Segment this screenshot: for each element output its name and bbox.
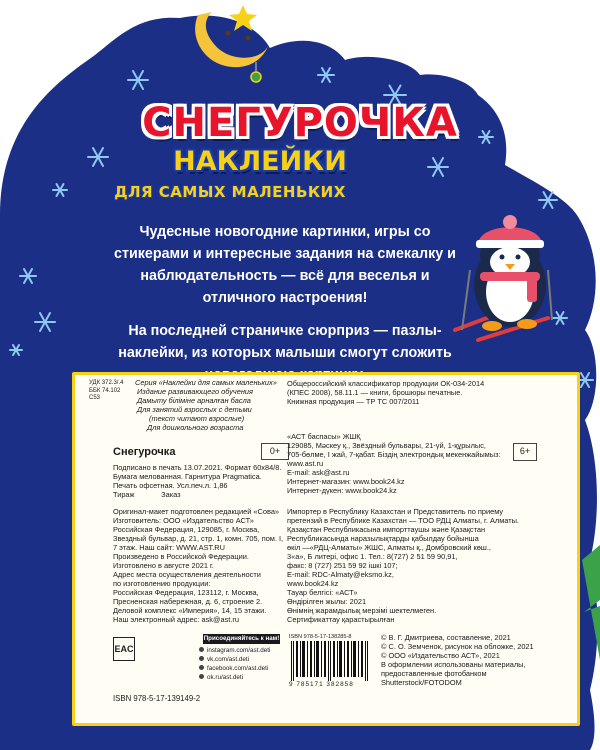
copyright-line: предоставленные фотобанком: [381, 669, 487, 678]
social-header: Присоединяйтесь к нам!: [203, 635, 280, 642]
importer-line: претензий в Республике Казахстан — ТОО РДЦ Алматы, г. Алматы.: [287, 516, 519, 525]
social-link-facebook[interactable]: facebook.com/ast.deti: [207, 665, 269, 672]
publisher-line: Адрес места осуществления деятельности: [113, 570, 261, 579]
cover-tagline: ДЛЯ САМЫХ МАЛЕНЬКИХ: [114, 183, 346, 201]
social-link-ok[interactable]: ok.ru/ast.deti: [207, 674, 244, 681]
kz-publisher-line: «АСТ баспасы» ЖШҚ: [287, 432, 361, 441]
series-line: (текст читают взрослые): [149, 414, 245, 423]
series-line: Для дошкольного возраста: [147, 423, 244, 432]
barcode-digits: 9 785171 382858: [289, 681, 354, 688]
importer-line: Импортер в Республику Казахстан и Представитель по приему: [287, 507, 504, 516]
publisher-line: Звездный бульвар, д. 21, стр. 1, комн. 705, пом. I,: [113, 534, 284, 543]
publisher-line: Изготовлено в августе 2021 г.: [113, 561, 214, 570]
age-rating-badge: 0+: [261, 443, 289, 460]
udk-code: УДК 372.3/.4: [89, 380, 124, 386]
importer-line: факс: 8 (727) 251 59 92 ішкі 107;: [287, 561, 398, 570]
copyright-line: © ООО «Издательство АСТ», 2021: [381, 651, 500, 660]
copyright-line: Shutterstock/FOTODOM: [381, 678, 462, 687]
social-link-vk[interactable]: vk.com/ast.deti: [207, 656, 249, 663]
importer-line: Өндірілген жылы: 2021: [287, 597, 367, 606]
publisher-line: 7 этаж. Наш сайт: WWW.AST.RU: [113, 543, 225, 552]
publisher-line: Российская Федерация, 123112, г. Москва,: [113, 588, 259, 597]
kz-publisher-line: www.ast.ru: [287, 459, 324, 468]
importer-line: Тауар белгісі: «АСТ»: [287, 588, 358, 597]
isbn: ISBN 978-5-17-139149-2: [113, 694, 201, 703]
kz-publisher-line: E-mail: ask@ast.ru: [287, 468, 350, 477]
book-title: Снегурочка: [113, 446, 176, 458]
kz-publisher-line: 705-бөлме, I жай, 7-қабат. Біздің электрондық мекенжайымыз:: [287, 450, 501, 459]
cover-subtitle: НАКЛЕЙКИ: [173, 146, 347, 177]
importer-line: 3«а», Б литері, офис 1. Тел.: 8(727) 2 51 59 90,91,: [287, 552, 458, 561]
publisher-line: Пресненская набережная, д. 6, строение 2.: [113, 597, 263, 606]
kz-publisher-line: Интернет-магазин: www.book24.kz: [287, 477, 405, 486]
barcode-icon: [289, 641, 373, 681]
imprint-panel: [72, 372, 580, 726]
importer-line: Өнімнің жарамдылық мерзімі шектелмеген.: [287, 606, 437, 615]
cover-description-2: На последней страничке сюрприз — пазлы-наклейки, из которых малыши смогут сложить: [118, 323, 452, 361]
classifier-line: Общероссийский классификатор продукции ОК-034-2014: [287, 379, 485, 388]
importer-line: www.book24.kz: [287, 579, 339, 588]
series-line: Для занятий взрослых с детьми: [137, 405, 252, 414]
publisher-line: Оригинал-макет подготовлен редакцией «Сова»: [113, 507, 280, 516]
social-link-instagram[interactable]: instagram.com/ast.deti: [207, 647, 271, 654]
print-details: Тираж Заказ: [113, 490, 181, 499]
importer-line: Республикасында наразылықтарды қабылдау бойынша: [287, 534, 479, 543]
publisher-line: Наш электронный адрес: ask@ast.ru: [113, 615, 239, 624]
age-rating-badge-kz: 6+: [513, 443, 537, 461]
copyright-line: © С. О. Земченок, рисунок на обложке, 2021: [381, 642, 534, 651]
author-mark: С53: [89, 395, 101, 401]
importer-line: E-mail: RDC-Almaty@eksmo.kz,: [287, 570, 394, 579]
publisher-line: Произведено в Российской Федерации.: [113, 552, 249, 561]
importer-line: Қазақстан Республикасына импорттаушы және Қазақстан: [287, 525, 486, 534]
cover-description: Чудесные новогодние картинки, игры со стикерами и интересные задания на смекалку и наблюдательность — всё для веселья и отличного настроения!: [114, 224, 456, 306]
publisher-line: Деловой комплекс «Империя», 14, 15 этажи.: [113, 606, 267, 615]
bbk-code: ББК 74.102: [89, 387, 121, 394]
classifier-line: Книжная продукция — ТР ТС 007/2011: [287, 397, 420, 406]
publisher-line: по изготовлению продукции:: [113, 579, 211, 588]
kz-publisher-line: Интернет-дүкен: www.book24.kz: [287, 486, 397, 495]
print-details: Бумага мелованная. Гарнитура Pragmatica.: [113, 472, 262, 481]
barcode-isbn: ISBN 978-5-17-138285-8: [289, 634, 352, 640]
importer-line: Сертификаттау қарастырылған: [287, 615, 395, 624]
print-details: Подписано в печать 13.07.2021. Формат 60x84/8.: [113, 463, 282, 472]
copyright-line: © В. Г. Дмитриева, составление, 2021: [381, 633, 511, 642]
cover-title: СНЕГУРОЧКА: [142, 100, 458, 146]
series-line: Издание развивающего обучения: [137, 387, 253, 396]
importer-line: өкіл —«РДЦ-Алматы» ЖШС, Алматы қ., Домбровский көш.,: [287, 543, 491, 552]
ornament-icon: [251, 72, 261, 82]
kz-publisher-line: 129085, Мәскеу қ., Звёздный бульвары, 21-үй, 1-құрылыс,: [287, 441, 486, 450]
eac-mark: EAC: [113, 637, 135, 661]
publisher-line: Российская Федерация, 129085, г. Москва,: [113, 525, 260, 534]
print-details: Печать офсетная. Усл.печ.л. 1,86: [113, 481, 228, 490]
series-line: Серия «Наклейки для самых маленьких»: [135, 378, 277, 387]
copyright-line: В оформлении использованы материалы,: [381, 660, 526, 669]
series-line: Дамыту біліміне арналған басла: [137, 396, 251, 405]
classifier-line: (КПЕС 2008), 58.11.1 — книги, брошюры печатные.: [287, 388, 463, 397]
publisher-line: Изготовитель: ООО «Издательство АСТ»: [113, 516, 254, 525]
